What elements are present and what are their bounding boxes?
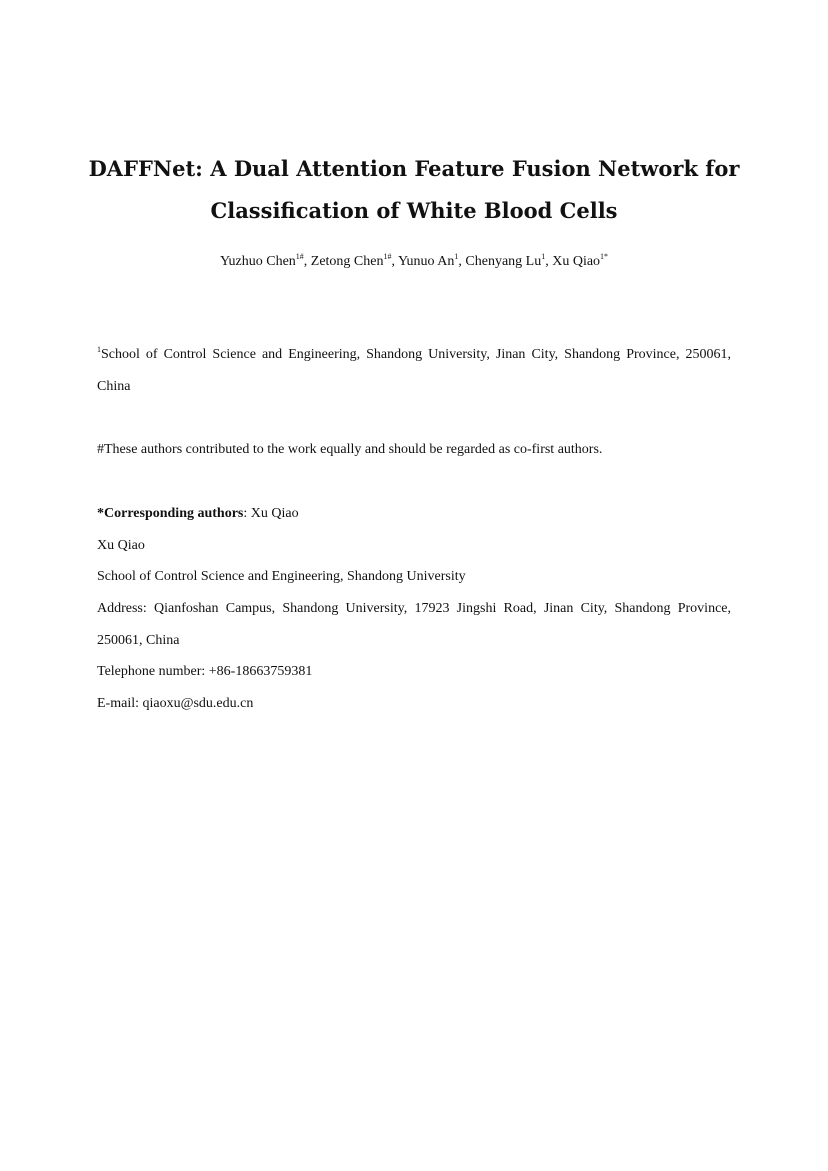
corresponding-author-school: School of Control Science and Engineering, Shandong University [97, 569, 466, 584]
author-name: Yunuo An [397, 254, 455, 269]
author-name: Yuzhuo Chen [219, 254, 296, 269]
paper-title-line-2: Classification of White Blood Cells [210, 198, 618, 223]
author-affiliation-mark: 1 [541, 252, 546, 261]
author-affiliation-mark: 1# [383, 252, 392, 261]
corresponding-telephone: Telephone number: +86-18663759381 [97, 664, 313, 679]
affiliation-mark: 1 [97, 345, 101, 354]
author-separator: , [391, 254, 398, 269]
equal-contribution-note: #These authors contributed to the work equally and should be regarded as co-first authors. [97, 442, 603, 457]
corresponding-address-line-1: Address: Qianfoshan Campus, Shandong University, 17923 Jingshi Road, Jinan City, Shandong Province, [97, 601, 731, 616]
paper-title-line-1: DAFFNet: A Dual Attention Feature Fusion Network for [88, 156, 740, 181]
affiliation-text: School of Control Science and Engineering, Shandong University, Jinan City, Shandong Province, 250061, [101, 347, 731, 362]
corresponding-author-value: : Xu Qiao [243, 506, 299, 521]
affiliation-line-2: China [97, 379, 131, 394]
corresponding-address-line-2: 250061, China [97, 633, 180, 648]
author-name: Xu Qiao [552, 254, 601, 269]
author-separator: , [303, 254, 311, 269]
author-affiliation-mark: 1* [600, 252, 609, 261]
author-list [60, 253, 768, 271]
corresponding-author-label: *Corresponding authors [97, 506, 244, 521]
author-affiliation-mark: 1 [454, 252, 459, 261]
affiliation-line-1 [97, 346, 731, 364]
author-affiliation-mark: 1# [295, 252, 304, 261]
corresponding-email[interactable]: E-mail: qiaoxu@sdu.edu.cn [97, 696, 254, 711]
author-separator: , [545, 254, 553, 269]
corresponding-author-heading [97, 505, 731, 523]
author-name: Zetong Chen [310, 254, 384, 269]
author-name: Chenyang Lu [465, 254, 542, 269]
corresponding-author-name: Xu Qiao [97, 538, 145, 553]
author-separator: , [458, 254, 466, 269]
